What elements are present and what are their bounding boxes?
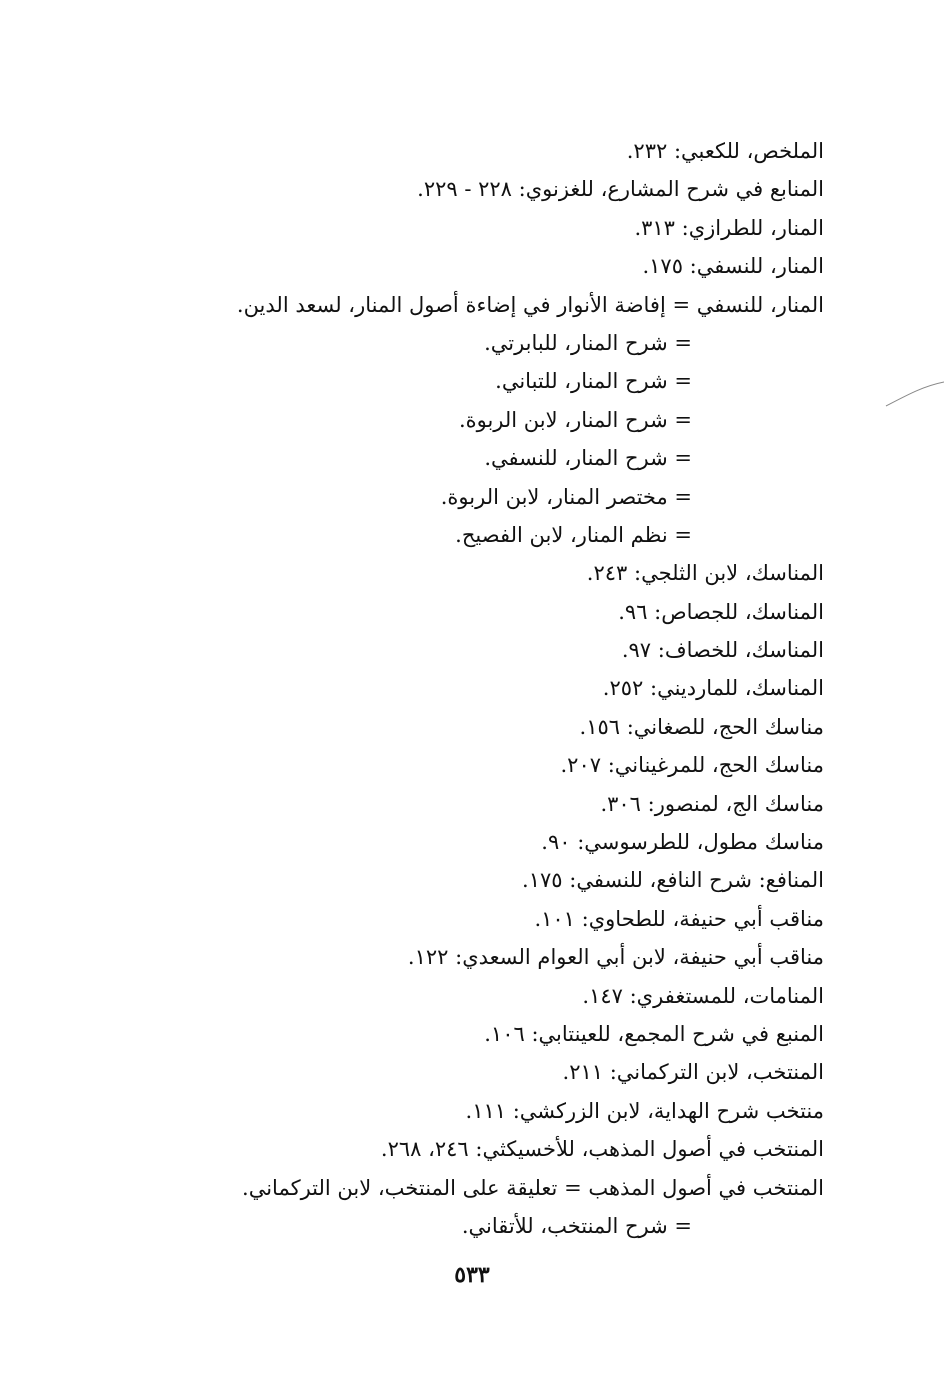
index-entry: المناسك، لابن الثلجي: ٢٤٣. bbox=[586, 561, 824, 586]
index-entry: المناسك، للجصاص: ٩٦. bbox=[618, 599, 824, 624]
index-subentry: = شرح المنار، لابن الربوة. bbox=[458, 407, 692, 432]
index-entry: المنار، للنسفي = إفاضة الأنوار في إضاءة أصول المنار، لسعد الدين. bbox=[236, 292, 824, 317]
index-entry: المنتخب في أصول المذهب، للأخسيكثي: ٢٤٦، ٢٦٨. bbox=[380, 1137, 824, 1162]
index-subentry: = نظم المنار، لابن الفصيح. bbox=[455, 522, 692, 547]
index-entry: المنامات، للمستغفري: ١٤٧. bbox=[582, 983, 824, 1008]
index-entry: مناقب أبي حنيفة، لابن أبي العوام السعدي: ١٢٢. bbox=[407, 945, 824, 970]
index-subentry: = مختصر المنار، لابن الربوة. bbox=[440, 484, 692, 509]
index-subentry: = شرح المنار، للنسفي. bbox=[484, 446, 692, 471]
index-entry: المنافع: شرح النافع، للنسفي: ١٧٥. bbox=[522, 868, 824, 893]
index-entry: المنتخب في أصول المذهب = تعليقة على المنتخب، لابن التركماني. bbox=[242, 1175, 824, 1200]
index-entry: المنتخب، لابن التركماني: ٢١١. bbox=[562, 1060, 824, 1085]
index-entry: مناسك الحج، للمرغيناني: ٢٠٧. bbox=[560, 753, 824, 778]
index-subentry: = شرح المنار، للبابرتي. bbox=[484, 330, 692, 355]
scan-edge-mark bbox=[884, 372, 944, 412]
index-entry: المنبع في شرح المجمع، للعينتابي: ١٠٦. bbox=[484, 1021, 824, 1046]
index-entry: مناسك الحج، للصغاني: ١٥٦. bbox=[579, 714, 824, 739]
index-entry: منتخب شرح الهداية، لابن الزركشي: ١١١. bbox=[465, 1098, 824, 1123]
index-entry-list bbox=[184, 132, 824, 1245]
index-entry: مناسك مطول، للطرسوسي: ٩٠. bbox=[541, 830, 824, 855]
index-entry: الملخص، للكعبي: ٢٣٢. bbox=[626, 139, 824, 163]
index-entry: مناقب أبي حنيفة، للطحاوي: ١٠١. bbox=[534, 906, 824, 931]
index-subentry: = شرح المنتخب، للأتقاني. bbox=[461, 1213, 692, 1238]
index-entry: مناسك الج، لمنصور: ٣٠٦. bbox=[600, 791, 824, 816]
index-subentry: = شرح المنار، للتباني. bbox=[495, 369, 692, 394]
index-entry: المنار، للنسفي: ١٧٥. bbox=[642, 254, 824, 279]
index-entry: المناسك، للماردیني: ٢٥٢. bbox=[602, 676, 824, 701]
index-entry: المنار، للطرازي: ٣١٣. bbox=[634, 215, 824, 240]
index-entry: المنابع في شرح المشارع، للغزنوي: ٢٢٨ - ٢٢٩. bbox=[417, 177, 824, 202]
page-number: ٥٣٣ bbox=[454, 1262, 490, 1288]
index-entry: المناسك، للخصاف: ٩٧. bbox=[621, 638, 824, 663]
